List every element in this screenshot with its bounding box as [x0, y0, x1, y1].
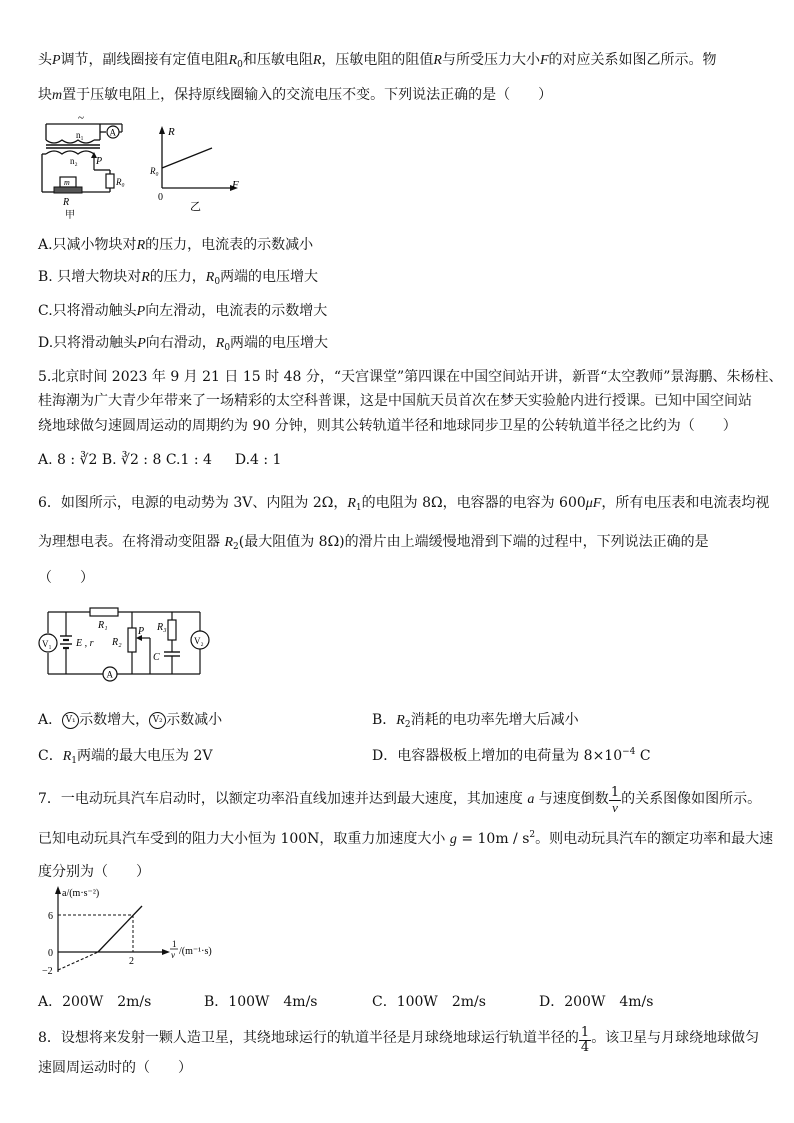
- q5-stem-line1: 5.北京时间 2023 年 9 月 21 日 15 时 48 分，“天宫课堂”第四课在中国空间站开讲，新晋“太空教师”景海鹏、朱杨柱、: [38, 369, 783, 385]
- svg-text:P: P: [138, 626, 145, 637]
- q6-option-b[interactable]: B．$R_2$消耗的电功率先增大后减小: [372, 712, 579, 730]
- svg-text:F: F: [232, 179, 239, 191]
- q6-option-c[interactable]: C．$R_1$两端的最大电压为 2V: [38, 748, 213, 766]
- q4-option-b[interactable]: B. 只增大物块对R的压力，$R_0$两端的电压增大: [38, 269, 319, 287]
- q7-option-d[interactable]: D．200W 4m/s: [539, 994, 654, 1010]
- svg-text:A: A: [109, 127, 116, 138]
- svg-text:R₂: R₂: [112, 637, 122, 648]
- svg-text:V₂: V₂: [194, 636, 204, 646]
- q4-stem-line2: 块m置于压敏电阻上，保持原线圈输入的交流电压不变。下列说法正确的是（ ）: [38, 87, 553, 103]
- svg-text:乙: 乙: [190, 201, 201, 213]
- q4-figure-yi: [150, 124, 250, 234]
- svg-text:m: m: [64, 178, 70, 187]
- q4-option-d[interactable]: D.只将滑动触头P向右滑动，$R_0$两端的电压增大: [38, 335, 329, 353]
- q6-stem-line1: 6．如图所示，电源的电动势为 3V、内阻为 2Ω，$R_1$的电阻为 8Ω，电容器的电容为 600μF，所有电压表和电流表均视: [38, 495, 770, 513]
- svg-text:~: ~: [78, 112, 84, 124]
- svg-text:−2: −2: [42, 966, 53, 977]
- svg-text:R₃: R₃: [157, 622, 167, 633]
- q8-stem-line1: 8．设想将来发射一颗人造卫星，其绕地球运行的轨道半径是月球绕地球运行轨道半径的 $\frac{1}{4}$ 。该卫星与月球绕地球做匀: [38, 1025, 760, 1055]
- q7-stem-line2: 已知电动玩具汽车受到的阻力大小恒为 100N，取重力加速度大小 $g = 10m / s^2$。则电动玩具汽车的额定功率和最大速: [38, 830, 774, 847]
- q5-option-c[interactable]: C.1 : 4: [165, 452, 212, 468]
- svg-text:2: 2: [129, 956, 134, 967]
- q5-stem-line3: 绕地球做匀速圆周运动的周期约为 90 分钟，则其公转轨道半径和地球同步卫星的公转轨道半径之比约为（ ）: [38, 418, 737, 434]
- q6-stem-line3: （ ）: [38, 570, 94, 586]
- q4-option-a[interactable]: A.只减小物块对R的压力，电流表的示数减小: [38, 237, 314, 253]
- svg-text:0: 0: [48, 948, 53, 959]
- q7-option-c[interactable]: C．100W 2m/s: [372, 994, 486, 1010]
- q6-circuit-figure: [38, 598, 208, 690]
- svg-text:R: R: [63, 197, 70, 208]
- q4-option-c[interactable]: C.只将滑动触头P向左滑动，电流表的示数增大: [38, 303, 328, 319]
- svg-text:0: 0: [158, 192, 163, 203]
- svg-text:C: C: [153, 652, 160, 663]
- q7-stem-line1: 7．一电动玩具汽车启动时，以额定功率沿直线加速并达到最大速度，其加速度 a 与速度倒数 $\frac{1}{v}$ 的关系图像如图所示。: [38, 785, 762, 815]
- q4-stem-line1: 头P调节，副线圈接有定值电阻$R_0$和压敏电阻R，压敏电阻的阻值R与所受压力大小F的对应关系如图乙所示。物: [38, 52, 717, 70]
- svg-text:A: A: [106, 669, 113, 680]
- q6-option-d[interactable]: D．电容器极板上增加的电荷量为 $8\times 10^{-4}$ C: [372, 747, 651, 764]
- svg-text:v: v: [171, 950, 175, 960]
- svg-text:R₀: R₀: [150, 166, 159, 176]
- q5-stem-line2: 桂海潮为广大青少年带来了一场精彩的太空科普课，这是中国航天员首次在梦天实验舱内进行授课。已知中国空间站: [38, 393, 752, 409]
- svg-text:R₀: R₀: [116, 177, 125, 187]
- svg-text:1: 1: [172, 939, 177, 949]
- q6-option-a[interactable]: A． V₁ 示数增大， V₂ 示数减小: [38, 712, 223, 728]
- q5-option-d[interactable]: D.4 : 1: [234, 452, 282, 468]
- q6-stem-line2: 为理想电表。在将滑动变阻器 $R_2$(最大阻值为 8Ω)的滑片由上端缓慢地滑到下端的过程中，下列说法正确的是: [38, 534, 709, 552]
- q7-option-b[interactable]: B．100W 4m/s: [204, 994, 318, 1010]
- voltmeter-v1-icon: V₁: [62, 712, 79, 729]
- svg-text:/(m⁻¹·s): /(m⁻¹·s): [179, 946, 212, 957]
- voltmeter-v2-icon: V₂: [149, 712, 166, 729]
- q7-stem-line3: 度分别为（ ）: [38, 864, 150, 880]
- svg-text:a/(m·s⁻²): a/(m·s⁻²): [62, 888, 100, 899]
- svg-text:n₁: n₁: [76, 130, 84, 140]
- svg-text:甲: 甲: [65, 210, 75, 221]
- q5-option-a[interactable]: A. 8 : ∛2: [38, 452, 98, 468]
- svg-text:P: P: [96, 156, 103, 167]
- q8-stem-line2: 速圆周运动时的（ ）: [38, 1060, 192, 1076]
- q7-graph-figure: [38, 884, 243, 980]
- svg-text:R₁: R₁: [98, 620, 108, 631]
- q7-option-a[interactable]: A．200W 2m/s: [38, 994, 152, 1010]
- q4-figure-jia: [38, 112, 138, 230]
- q5-option-b[interactable]: B. ∛2 : 8: [101, 452, 162, 468]
- svg-text:V₁: V₁: [42, 639, 52, 649]
- svg-text:R: R: [168, 126, 175, 138]
- q5-options: [38, 452, 281, 468]
- svg-text:6: 6: [48, 911, 53, 922]
- svg-text:n₂: n₂: [70, 156, 78, 166]
- svg-text:E , r: E , r: [76, 638, 94, 649]
